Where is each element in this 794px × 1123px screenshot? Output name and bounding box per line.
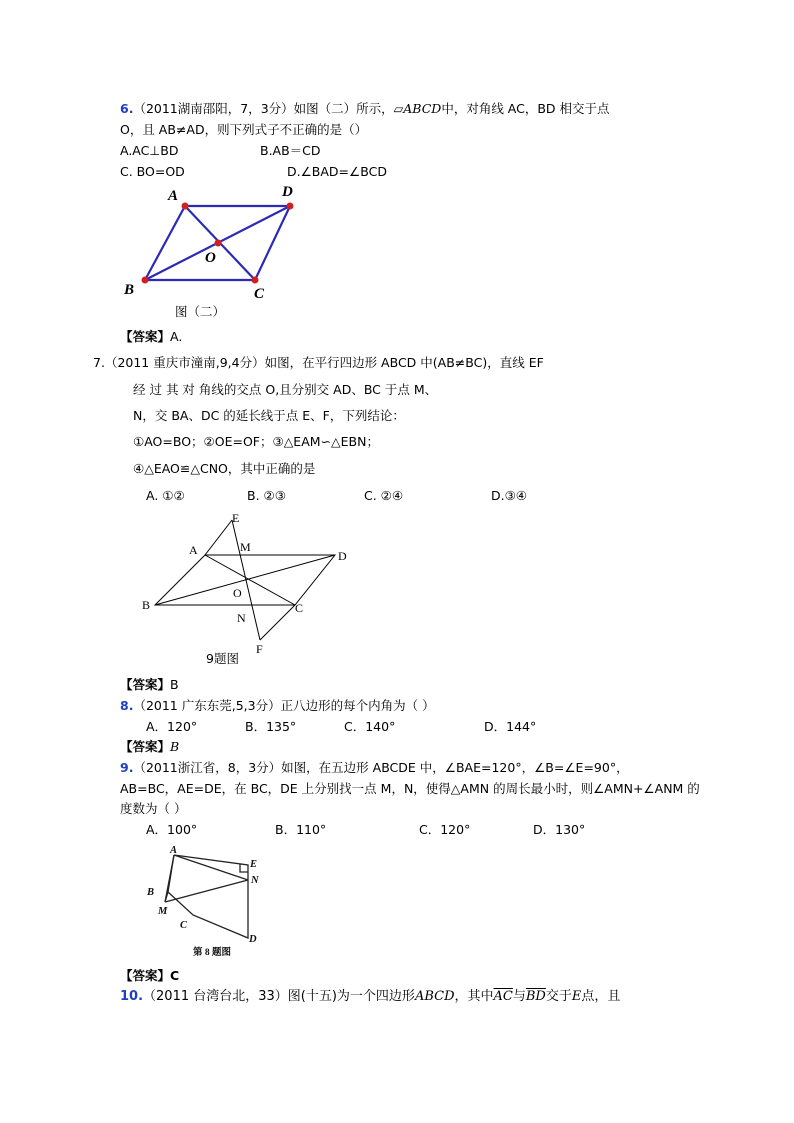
q6-option-d: D.∠BAD=∠BCD [287, 164, 387, 179]
q7-label-b: B [142, 598, 151, 612]
q7-line5: ④△EAO≌△CNO，其中正确的是 [133, 461, 316, 476]
q9-label-m: M [158, 906, 168, 917]
q7-option-a: A. ①② [146, 488, 185, 503]
q9-option-c: C．120° [419, 822, 471, 837]
q6-answer-value: A. [170, 329, 183, 344]
q7-answer [120, 677, 179, 693]
q6-number: 6. [120, 101, 134, 116]
q9-line-am [165, 855, 174, 902]
q7-label-d: D [338, 549, 347, 563]
q7-diagonal-bd [155, 555, 335, 605]
q9-line-an [174, 855, 248, 880]
q7-label-m: M [240, 540, 251, 554]
q7-number: 7. [93, 355, 105, 370]
q7-line-cf [260, 605, 295, 640]
q7-line1 [93, 355, 544, 371]
q9-label-e: E [250, 859, 258, 870]
q9-line1 [120, 760, 629, 776]
q7-line-ea [205, 520, 232, 555]
q6-point-a [182, 203, 189, 210]
q6-label-d: D [282, 184, 293, 200]
q7-line2: 经 过 其 对 角线的交点 O,且分别交 AD、BC 于点 M、 [133, 382, 438, 397]
q8-option-d: D．144° [484, 719, 537, 734]
q9-option-b: B．110° [275, 822, 327, 837]
q9-figure-caption: 第 8 题图 [193, 948, 232, 958]
q6-line1 [120, 101, 610, 117]
q9-number: 9. [120, 760, 134, 775]
q9-answer-value: C [170, 968, 180, 983]
q7-answer-value: B [170, 677, 179, 692]
q7-label-c: C [295, 601, 304, 615]
q10-text-c: 与 [512, 989, 526, 1004]
q6-answer-tag: 【答案】 [120, 329, 171, 344]
q6-parallelogram: ▱ABCD [393, 101, 442, 116]
q7-option-d: D.③④ [491, 488, 528, 503]
q10-text-a: （2011 台湾台北，33）图(十五)为一个四边形 [143, 989, 415, 1004]
q9-answer [120, 968, 179, 984]
q6-option-a: A.AC⊥BD [120, 143, 179, 158]
q6-text-a: （2011湖南邵阳，7，3分）如图（二）所示， [133, 101, 394, 116]
q10-text-e: 点，且 [581, 989, 621, 1004]
q6-text-b: 中，对角线 AC，BD 相交于点 [441, 101, 610, 116]
q9-label-d: D [249, 934, 257, 945]
q10-quad-abcd: ABCD [414, 989, 455, 1004]
q8-number: 8. [120, 698, 134, 713]
q7-label-e: E [232, 511, 240, 525]
q6-label-o: O [205, 250, 216, 266]
q6-answer [120, 329, 182, 345]
q9-line-mn [165, 880, 248, 902]
q7-label-o: O [233, 586, 242, 600]
q8-option-c: C．140° [344, 719, 396, 734]
q7-figure [135, 508, 375, 668]
q10-segment-ac: $\overline{AC}$ [493, 989, 513, 1004]
q9-option-d: D．130° [533, 822, 586, 837]
q7-answer-tag: 【答案】 [120, 677, 171, 692]
q8-answer-tag: 【答案】 [120, 739, 171, 754]
q6-figure [110, 178, 330, 318]
q7-line4: ①AO=BO；②OE=OF；③△EAM∽△EBN； [133, 434, 379, 449]
q7-option-c: C. ②④ [364, 488, 404, 503]
q10-point-e: E [571, 989, 582, 1004]
q9-line3: 度数为（ ） [120, 801, 187, 816]
q8-answer [120, 739, 179, 755]
q9-line2: AB=BC，AE=DE，在 BC，DE 上分别找一点 M，N，使得△AMN 的周长最小时，则∠AMN+∠ANM 的 [120, 781, 700, 796]
q7-label-f: F [256, 642, 263, 656]
q9-answer-tag: 【答案】 [120, 968, 171, 983]
q9-option-a: A．100° [146, 822, 198, 837]
q7-line1-text: （2011 重庆市潼南,9,4分）如图，在平行四边形 ABCD 中(AB≠BC)，直线 EF [104, 355, 544, 370]
q6-line2: O，且 AB≠AD，则下列式子不正确的是（） [120, 122, 368, 137]
q8-option-a: A．120° [146, 719, 198, 734]
q6-figure-caption: 图（二） [175, 304, 226, 319]
q9-figure [143, 843, 273, 963]
q10-text-b: ，其中 [454, 989, 494, 1004]
q9-line1-text: （2011浙江省，8，3分）如图，在五边形 ABCDE 中，∠BAE=120°，∠B=∠E=90°， [133, 760, 629, 775]
q8-line1 [120, 698, 435, 714]
q6-label-a: A [168, 188, 179, 204]
q6-label-b: B [124, 282, 135, 298]
q6-point-b [142, 277, 149, 284]
q9-label-n: N [251, 875, 259, 886]
q7-label-n: N [237, 611, 246, 625]
q10-segment-bd: $\overline{BD}$ [525, 989, 546, 1004]
q7-option-b: B. ②③ [247, 488, 286, 503]
q10-text-d: 交于 [545, 989, 572, 1004]
q9-label-b: B [147, 887, 155, 898]
q6-option-b: B.AB＝CD [260, 143, 321, 158]
q6-label-c: C [254, 286, 265, 302]
q10-line1 [120, 989, 620, 1005]
q6-point-d [287, 203, 294, 210]
q9-label-a: A [170, 845, 178, 856]
q10-number: 10. [120, 989, 144, 1004]
q7-figure-caption: 9题图 [206, 651, 239, 666]
q6-point-o [215, 240, 222, 247]
q7-label-a: A [189, 543, 198, 557]
q8-text: （2011 广东东莞,5,3分）正八边形的每个内角为（ ） [133, 698, 435, 713]
q8-option-b: B．135° [245, 719, 297, 734]
q8-answer-value: B [170, 739, 180, 754]
q7-line3: N，交 BA、DC 的延长线于点 E、F，下列结论： [133, 408, 405, 423]
q9-label-c: C [180, 920, 188, 931]
q6-point-c [252, 277, 259, 284]
q6-option-c: C. BO=OD [120, 164, 185, 179]
